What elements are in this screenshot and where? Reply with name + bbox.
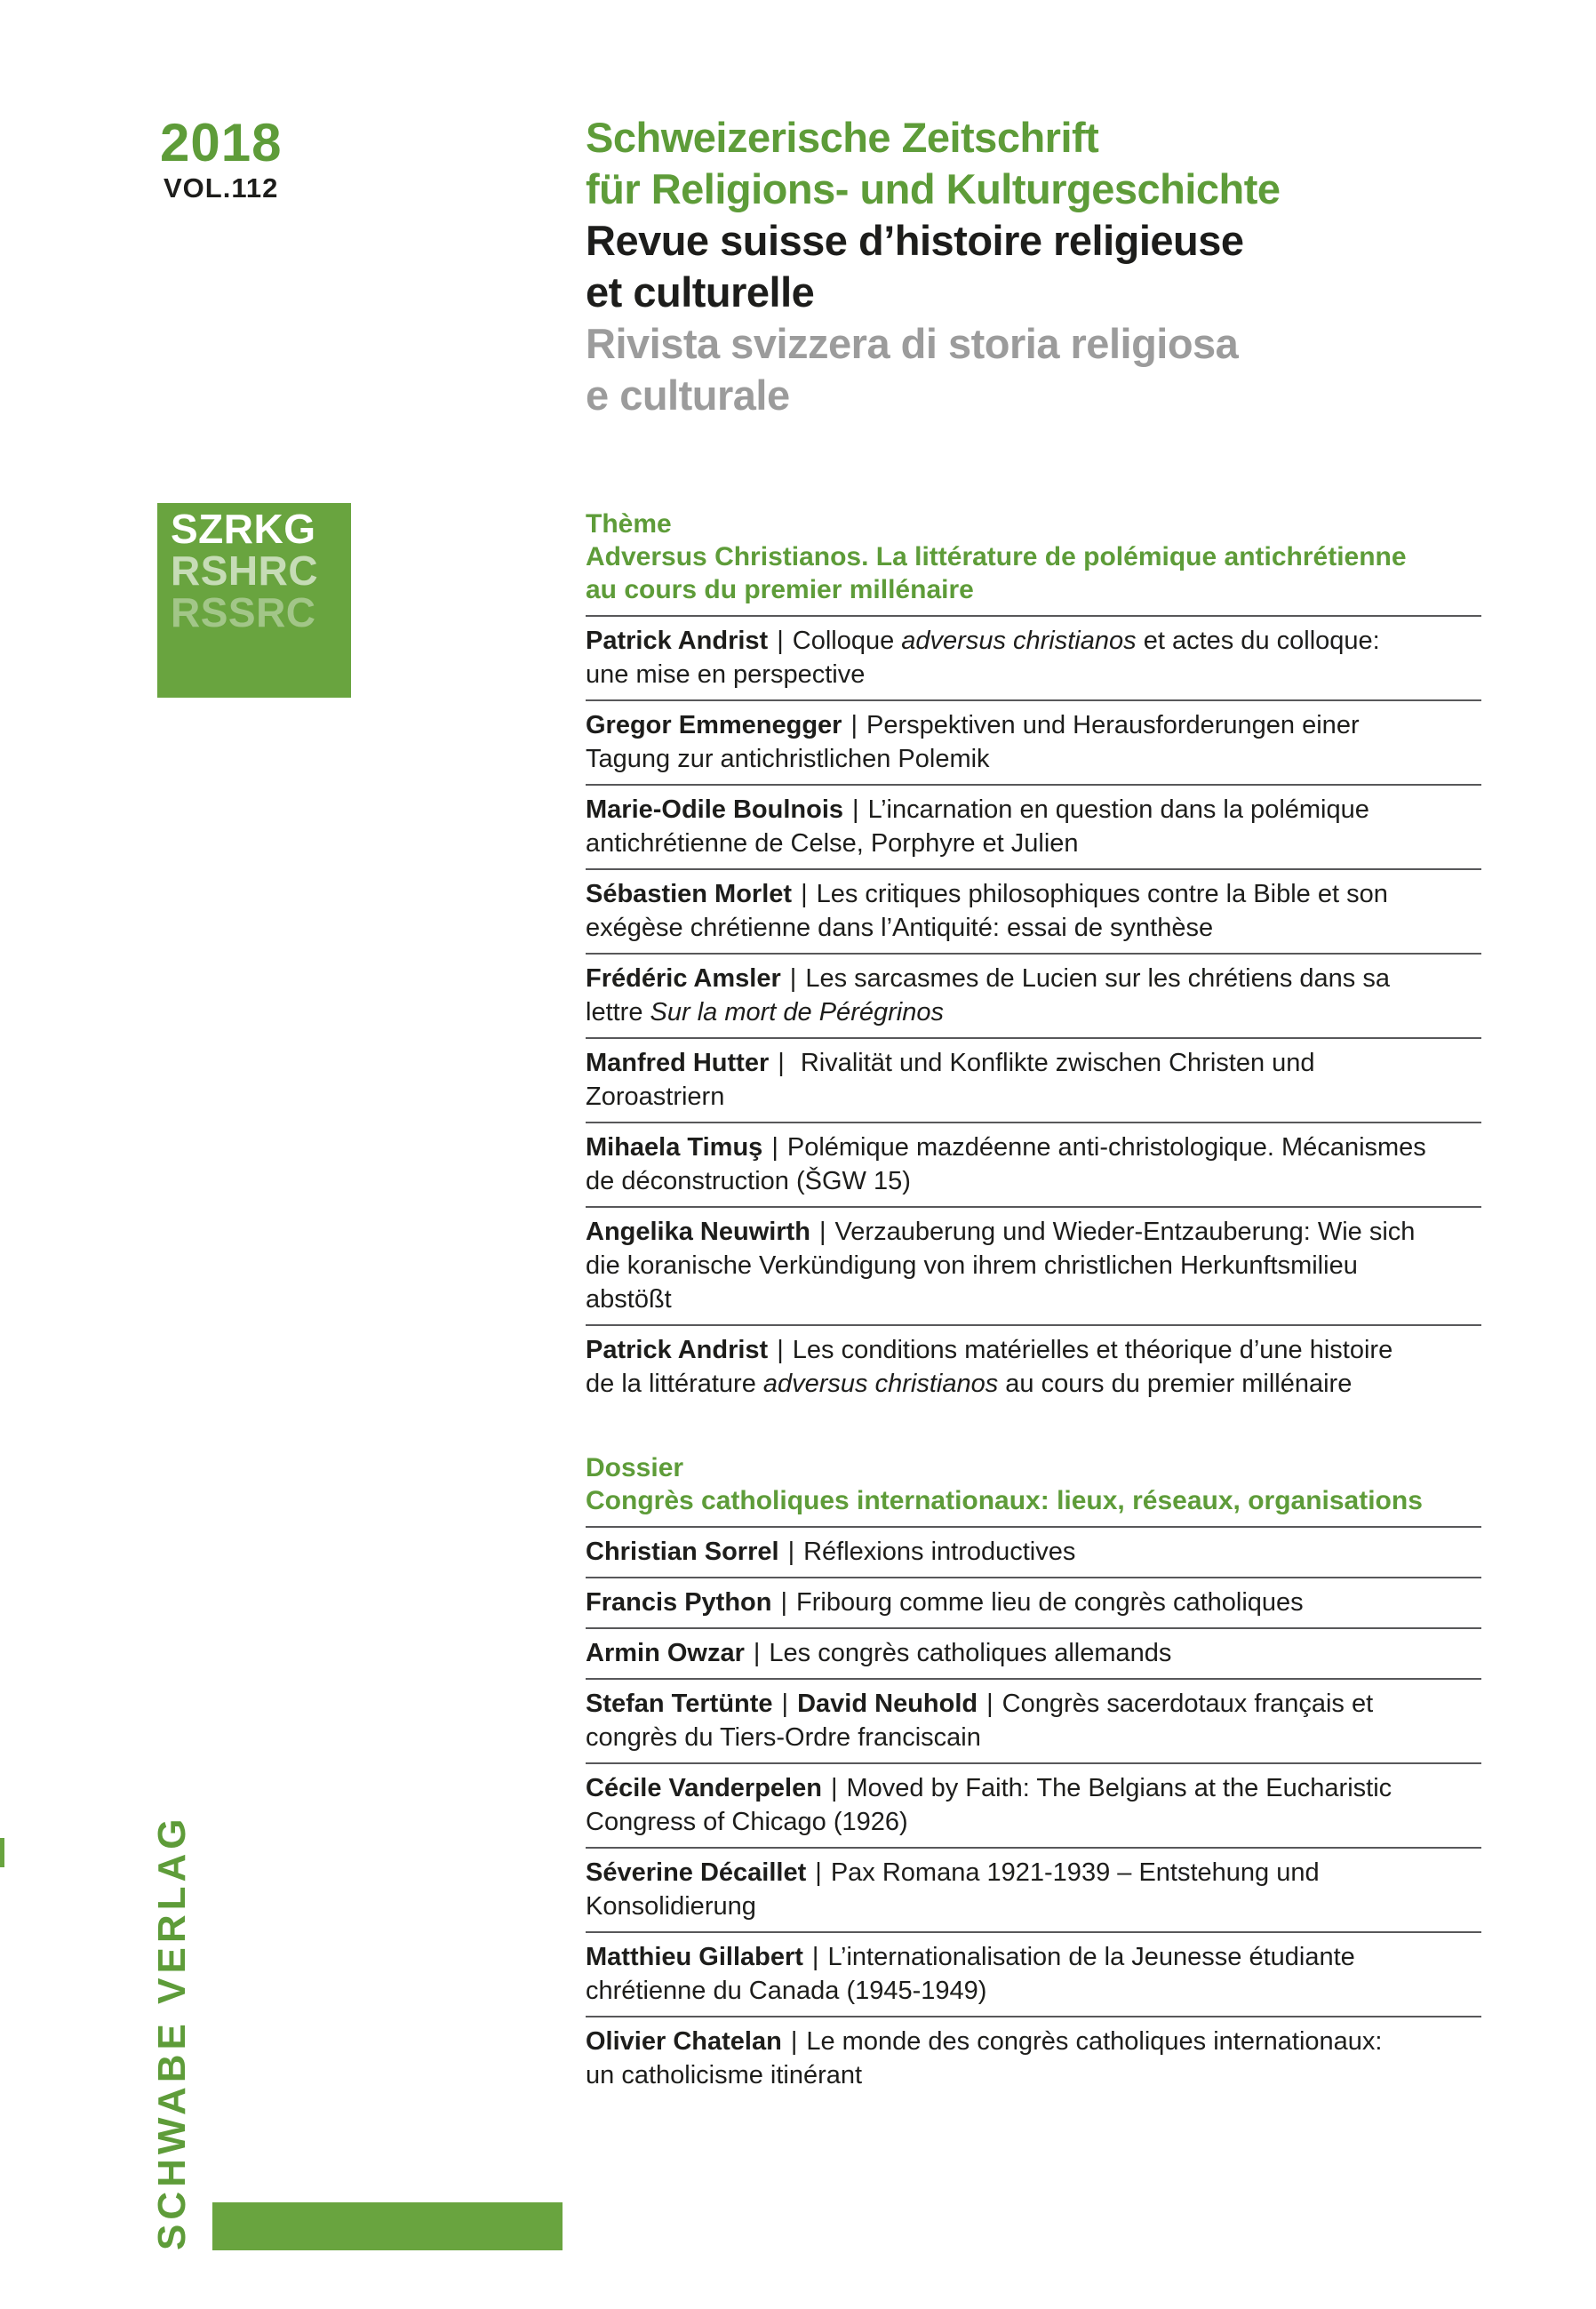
publisher-name: SCHWABE VERLAG: [150, 1814, 194, 2250]
toc-entry: [586, 784, 1481, 868]
title-text: Konsolidierung: [586, 1892, 756, 1921]
author-name: Mihaela Timuş: [586, 1133, 763, 1162]
toc-entry: [586, 1577, 1481, 1627]
title-text: de la littérature: [586, 1370, 763, 1398]
pipe-separator: |: [986, 1690, 994, 1718]
title-text: Rivalität und Konflikte zwischen Christen und: [793, 1049, 1315, 1077]
toc-entry-line: [586, 1805, 1481, 1839]
logo-acronym: RSHRC: [171, 547, 319, 594]
pipe-separator: |: [787, 1538, 795, 1566]
toc-entry-line: [586, 1636, 1481, 1670]
author-name: David Neuhold: [797, 1690, 978, 1718]
journal-title-block: [586, 112, 1281, 421]
pipe-separator: |: [801, 880, 808, 908]
title-text: Zoroastriern: [586, 1083, 725, 1111]
toc-entry-line: [586, 1890, 1481, 1923]
toc-entry-line: [586, 658, 1481, 691]
toc-entry-line: [586, 793, 1481, 827]
section-heading-line: Congrès catholiques internationaux: lieux, réseaux, organisations: [586, 1486, 1423, 1515]
journal-title-line: für Religions- und Kulturgeschichte: [586, 165, 1281, 212]
toc-section: [586, 1451, 1481, 2100]
section-heading: [586, 507, 1481, 606]
title-text: congrès du Tiers-Ordre franciscain: [586, 1723, 981, 1752]
title-text: exégèse chrétienne dans l’Antiquité: essai de synthèse: [586, 914, 1214, 942]
toc-entry-line: [586, 1771, 1481, 1805]
pipe-separator: |: [777, 627, 784, 655]
pipe-separator: |: [781, 1690, 789, 1718]
toc-entry-line: [586, 1131, 1481, 1164]
toc-entry-line: [586, 962, 1481, 995]
title-text: Réflexions introductives: [803, 1538, 1076, 1566]
title-text: Moved by Faith: The Belgians at the Eucharistic: [846, 1774, 1393, 1802]
author-name: Patrick Andrist: [586, 627, 769, 655]
title-text: au cours du premier millénaire: [998, 1370, 1353, 1398]
pipe-separator: |: [753, 1639, 761, 1667]
toc-entry: [586, 953, 1481, 1037]
title-text: Pax Romana 1921-1939 – Entstehung und: [830, 1858, 1320, 1887]
title-text: Verzauberung und Wieder-Entzauberung: Wie sich: [834, 1218, 1416, 1246]
title-text: adversus christianos: [901, 627, 1137, 655]
title-text: Le monde des congrès catholiques internationaux:: [806, 2027, 1383, 2056]
title-text: Sur la mort de Pérégrinos: [650, 998, 944, 1027]
toc-entry-line: [586, 877, 1481, 911]
author-name: Manfred Hutter: [586, 1049, 770, 1077]
toc-entry-line: [586, 1164, 1481, 1198]
author-name: Angelika Neuwirth: [586, 1218, 810, 1246]
pipe-separator: |: [790, 2027, 798, 2056]
pipe-separator: |: [830, 1774, 838, 1802]
toc-entry-line: [586, 1046, 1481, 1080]
table-of-contents: [586, 507, 1481, 2100]
title-text: Fribourg comme lieu de congrès catholiques: [796, 1588, 1304, 1617]
title-text: un catholicisme itinérant: [586, 2061, 863, 2089]
title-text: adversus christianos: [762, 1370, 999, 1398]
title-text: Colloque: [792, 627, 902, 655]
journal-title-line: et culturelle: [586, 268, 815, 316]
toc-entry: [586, 1526, 1481, 1577]
title-text: Les critiques philosophiques contre la Bible et son: [816, 880, 1388, 908]
author-name: Francis Python: [586, 1588, 772, 1617]
bottom-green-bar: [212, 2202, 563, 2250]
toc-entry-line: [586, 911, 1481, 945]
journal-title-line: e culturale: [586, 372, 790, 419]
author-name: Stefan Tertünte: [586, 1690, 773, 1718]
logo-acronym: RSSRC: [171, 589, 316, 635]
title-text: Les sarcasmes de Lucien sur les chrétiens dans sa: [805, 964, 1390, 993]
toc-entry-line: [586, 1367, 1481, 1401]
author-name: Armin Owzar: [586, 1639, 745, 1667]
toc-entry-line: [586, 1535, 1481, 1569]
title-text: Congrès sacerdotaux français et: [1001, 1690, 1374, 1718]
journal-logo-box: [157, 503, 351, 698]
toc-entry-line: [586, 1586, 1481, 1619]
toc-entry-line: [586, 1974, 1481, 2008]
toc-section: [586, 507, 1481, 1409]
toc-entry: [586, 1122, 1481, 1206]
toc-entry-line: [586, 1282, 1481, 1316]
title-text: L’incarnation en question dans la polémique: [867, 795, 1369, 824]
toc-entry-line: [586, 827, 1481, 860]
journal-title-line: Revue suisse d’histoire religieuse: [586, 217, 1244, 264]
toc-entry: [586, 1627, 1481, 1678]
toc-entry: [586, 868, 1481, 953]
toc-entry: [586, 1206, 1481, 1324]
toc-entry: [586, 2016, 1481, 2100]
journal-title-line: Schweizerische Zeitschrift: [586, 114, 1099, 161]
logo-acronym: SZRKG: [171, 506, 316, 552]
pipe-separator: |: [852, 795, 859, 824]
title-text: Tagung zur antichristlichen Polemik: [586, 745, 990, 773]
toc-entry-line: [586, 1215, 1481, 1249]
toc-entry-line: [586, 1721, 1481, 1754]
toc-entry-line: [586, 2058, 1481, 2092]
title-text: Congress of Chicago (1926): [586, 1808, 908, 1836]
pipe-separator: |: [771, 1133, 778, 1162]
toc-entry-line: [586, 624, 1481, 658]
title-text: Perspektiven und Herausforderungen einer: [866, 711, 1360, 739]
pipe-separator: |: [789, 964, 797, 993]
author-name: Gregor Emmenegger: [586, 711, 842, 739]
author-name: Marie-Odile Boulnois: [586, 795, 844, 824]
section-heading-line: Adversus Christianos. La littérature de polémique antichrétienne: [586, 542, 1407, 571]
author-name: Patrick Andrist: [586, 1336, 769, 1364]
title-text: une mise en perspective: [586, 660, 866, 689]
toc-entry-line: [586, 1249, 1481, 1282]
section-heading: [586, 1451, 1481, 1517]
toc-entry: [586, 1762, 1481, 1847]
toc-entry: [586, 1037, 1481, 1122]
author-name: Frédéric Amsler: [586, 964, 781, 993]
title-text: chrétienne du Canada (1945-1949): [586, 1977, 987, 2005]
pipe-separator: |: [777, 1336, 784, 1364]
section-label: Thème: [586, 509, 672, 539]
pipe-separator: |: [850, 711, 858, 739]
pipe-separator: |: [811, 1943, 819, 1971]
toc-entry: [586, 1931, 1481, 2016]
title-text: antichrétienne de Celse, Porphyre et Julien: [586, 829, 1079, 858]
pipe-separator: |: [780, 1588, 788, 1617]
author-name: Christian Sorrel: [586, 1538, 779, 1566]
title-text: Polémique mazdéenne anti-christologique. Mécanismes: [786, 1133, 1426, 1162]
toc-entry: [586, 1847, 1481, 1931]
toc-entry-line: [586, 1856, 1481, 1890]
toc-entry-line: [586, 995, 1481, 1029]
journal-title-line: Rivista svizzera di storia religiosa: [586, 320, 1239, 367]
title-text: Les congrès catholiques allemands: [769, 1639, 1172, 1667]
toc-entry-line: [586, 1080, 1481, 1114]
title-text: de déconstruction (ŠGW 15): [586, 1167, 911, 1195]
author-name: Séverine Décaillet: [586, 1858, 807, 1887]
pipe-separator: |: [815, 1858, 822, 1887]
title-text: die koranische Verkündigung von ihrem christlichen Herkunftsmilieu: [586, 1251, 1358, 1280]
issue-volume: VOL.112: [164, 172, 279, 204]
toc-entry-line: [586, 1687, 1481, 1721]
pipe-separator: |: [778, 1049, 785, 1077]
toc-entry-line: [586, 1940, 1481, 1974]
section-heading-line: au cours du premier millénaire: [586, 575, 974, 604]
author-name: Matthieu Gillabert: [586, 1943, 803, 1971]
title-text: abstößt: [586, 1285, 672, 1314]
toc-entry-line: [586, 1333, 1481, 1367]
toc-entry-line: [586, 2025, 1481, 2058]
left-edge-mark: [0, 1838, 4, 1867]
section-label: Dossier: [586, 1453, 684, 1482]
issue-year: 2018: [160, 113, 283, 172]
toc-entry: [586, 1678, 1481, 1762]
toc-entry: [586, 1324, 1481, 1409]
author-name: Olivier Chatelan: [586, 2027, 782, 2056]
toc-entry: [586, 699, 1481, 784]
toc-entry: [586, 615, 1481, 699]
title-text: L’internationalisation de la Jeunesse étudiante: [827, 1943, 1355, 1971]
toc-entry-line: [586, 742, 1481, 776]
pipe-separator: |: [819, 1218, 826, 1246]
title-text: Les conditions matérielles et théorique d’une histoire: [792, 1336, 1393, 1364]
author-name: Sébastien Morlet: [586, 880, 793, 908]
author-name: Cécile Vanderpelen: [586, 1774, 822, 1802]
toc-entry-line: [586, 708, 1481, 742]
title-text: lettre: [586, 998, 650, 1027]
title-text: et actes du colloque:: [1136, 627, 1380, 655]
